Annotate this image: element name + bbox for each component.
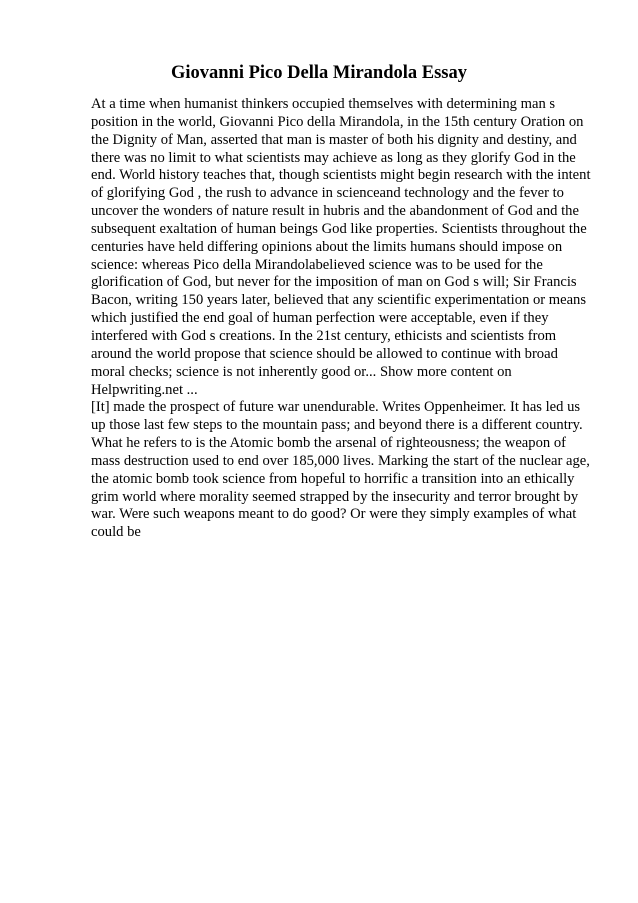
text-line: [It] made the prospect of future war unendurable. Writes Oppenheimer. It has led us: [91, 399, 581, 416]
text-line: of glorifying God , the rush to advance in scienceand technology and the fever to: [91, 185, 564, 202]
text-line: subsequent exaltation of human beings God like properties. Scientists throughout the: [91, 220, 587, 237]
text-line: glorification of God, but never for the imposition of man on God s will; Sir Francis: [91, 274, 577, 291]
text-line: At a time when humanist thinkers occupied themselves with determining man s: [91, 96, 556, 112]
text-line: end. World history teaches that, though scientists might begin research with the intent: [91, 167, 591, 184]
text-line: grim world where morality seemed strapped by the insecurity and terror brought by: [91, 488, 579, 505]
text-line: around the world propose that science should be allowed to continue with broad: [91, 345, 558, 362]
text-line: What he refers to is the Atomic bomb the arsenal of righteousness; the weapon of: [91, 435, 566, 452]
text-line: moral checks; science is not inherently good or... Show more content on: [91, 363, 512, 380]
text-line: the atomic bomb took science from hopeful to horrific a transition into an ethically: [91, 470, 575, 487]
text-line: up those last few steps to the mountain pass; and beyond there is a different country.: [91, 417, 583, 434]
text-line: position in the world, Giovanni Pico della Mirandola, in the 15th century Oration on: [91, 113, 584, 130]
document-title: Giovanni Pico Della Mirandola Essay: [170, 63, 468, 83]
text-line: interfered with God s creations. In the 21st century, ethicists and scientists from: [91, 327, 557, 344]
text-line: uncover the wonders of nature result in hubris and the abandonment of God and the: [91, 203, 579, 220]
text-line: centuries have held differing opinions about the limits humans should impose on: [91, 238, 563, 255]
text-line: the Dignity of Man, asserted that man is master of both his dignity and destiny, and: [91, 131, 577, 148]
text-line: mass destruction used to end over 185,000 lives. Marking the start of the nuclear age,: [91, 452, 590, 469]
text-line: Bacon, writing 150 years later, believed that any scientific experimentation or means: [91, 292, 587, 309]
text-line: war. Were such weapons meant to do good? Or were they simply examples of what: [91, 506, 577, 523]
text-line: there was no limit to what scientists may achieve as long as they glorify God in the: [91, 149, 576, 166]
text-line: Helpwriting.net ...: [91, 381, 198, 398]
text-line: which justified the end goal of human perfection were acceptable, even if they: [91, 310, 549, 327]
text-line: could be: [91, 524, 141, 541]
text-line: science: whereas Pico della Mirandolabelieved science was to be used for the: [91, 256, 543, 273]
essay-body: [91, 96, 591, 542]
